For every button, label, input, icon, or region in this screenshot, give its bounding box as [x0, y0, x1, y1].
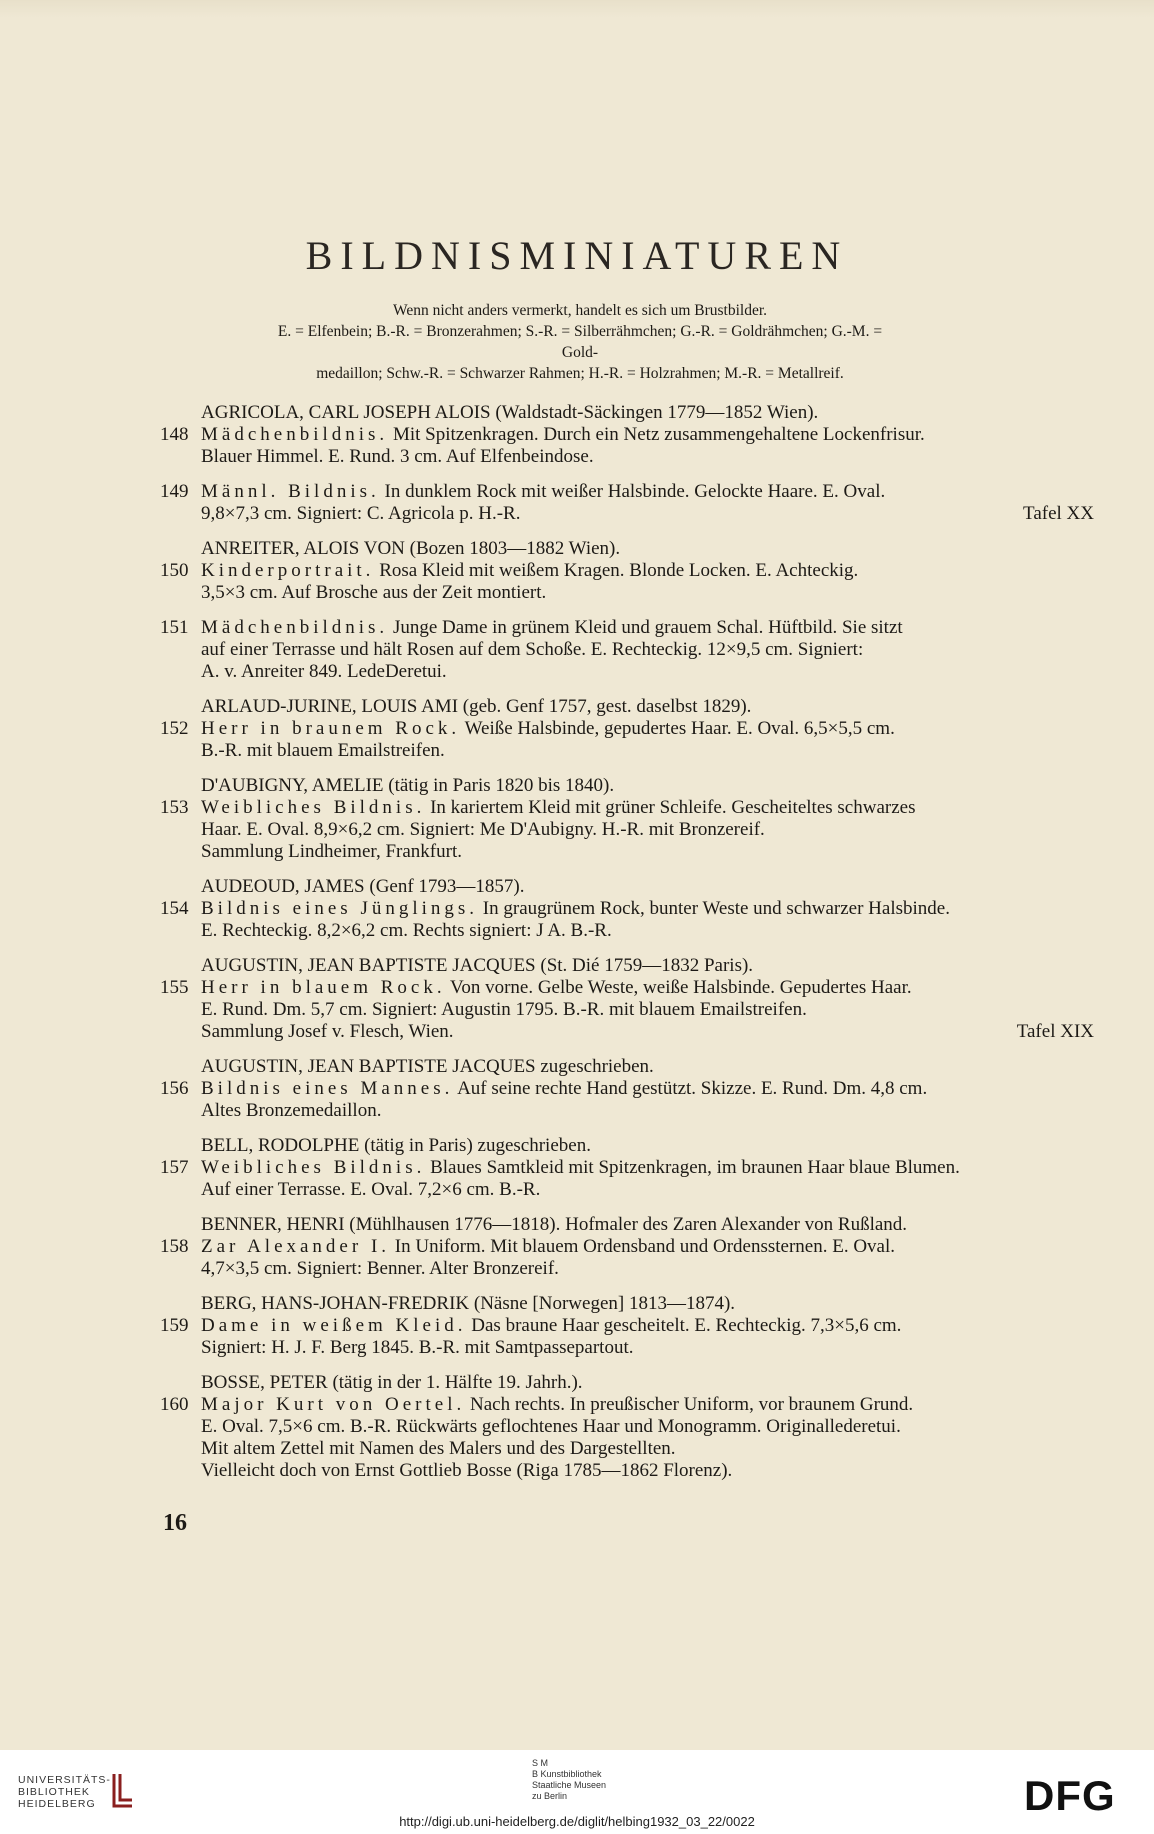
artist-heading: D'AUBIGNY, AMELIE (tätig in Paris 1820 bis 1840).	[201, 775, 615, 796]
entry-text: Signiert: H. J. F. Berg 1845. B.-R. mit Samtpassepartout.	[201, 1337, 634, 1358]
entry-title: Mädchenbildnis.	[201, 617, 389, 638]
entry-text: Blaues Samtkleid mit Spitzenkragen, im braunen Haar blaue Blumen.	[430, 1157, 960, 1178]
entry-text: Sammlung Josef v. Flesch, Wien.	[201, 1021, 454, 1042]
entry-text: Altes Bronzemedaillon.	[201, 1100, 382, 1121]
entry-text: Das braune Haar gescheitelt. E. Rechteckig. 7,3×5,6 cm.	[471, 1315, 902, 1336]
university-library-label	[18, 1774, 111, 1810]
page-number: 16	[163, 1510, 187, 1536]
entry-text: Sammlung Lindheimer, Frankfurt.	[201, 841, 462, 862]
entry-text: 4,7×3,5 cm. Signiert: Benner. Alter Bronzereif.	[201, 1258, 559, 1279]
artist-group	[160, 955, 1094, 1043]
source-url[interactable]: http://digi.ub.uni-heidelberg.de/diglit/helbing1932_03_22/0022	[399, 1814, 755, 1829]
entry-text: Weiße Halsbinde, gepudertes Haar. E. Oval. 6,5×5,5 cm.	[464, 718, 895, 739]
catalog-entry	[160, 797, 1094, 863]
lot-number: 151	[160, 617, 189, 638]
entry-text: Vielleicht doch von Ernst Gottlieb Bosse (Riga 1785—1862 Florenz).	[201, 1460, 733, 1481]
intro-line-2: E. = Elfenbein; B.-R. = Bronzerahmen; S.-R. = Silberrähmchen; G.-R. = Goldrähmchen; G.-M. = Gold-	[277, 323, 883, 361]
plate-reference: Tafel XX	[1023, 503, 1094, 524]
catalog-entry	[160, 1157, 1094, 1201]
artist-group	[160, 876, 1094, 942]
entry-text: Haar. E. Oval. 8,9×6,2 cm. Signiert: Me D'Aubigny. H.-R. mit Bronzereif.	[201, 819, 765, 840]
lot-number: 150	[160, 560, 189, 581]
artist-group	[160, 775, 1094, 863]
catalog-entry	[160, 560, 1094, 604]
kunstbibliothek-label	[532, 1758, 606, 1802]
artist-heading: AUGUSTIN, JEAN BAPTISTE JACQUES zugeschrieben.	[201, 1056, 654, 1077]
uni-line-3: HEIDELBERG	[18, 1798, 96, 1810]
lot-number: 155	[160, 977, 189, 998]
entry-text: In Uniform. Mit blauem Ordensband und Ordenssternen. E. Oval.	[394, 1236, 896, 1257]
dfg-logo: DFG	[1024, 1772, 1116, 1819]
intro-line-1: Wenn nicht anders vermerkt, handelt es sich um Brustbilder.	[392, 302, 768, 319]
entry-text: Blauer Himmel. E. Rund. 3 cm. Auf Elfenbeindose.	[201, 446, 594, 467]
digitization-footer	[0, 1750, 1154, 1834]
catalog-entry	[160, 1236, 1094, 1280]
plate-reference: Tafel XIX	[1016, 1021, 1094, 1042]
lot-number: 158	[160, 1236, 189, 1257]
kb-line-1: S M	[532, 1758, 549, 1768]
entry-text: Mit Spitzenkragen. Durch ein Netz zusammengehaltene Lockenfrisur.	[392, 424, 925, 445]
entry-text: Auf einer Terrasse. E. Oval. 7,2×6 cm. B.-R.	[201, 1179, 541, 1200]
entry-text: E. Rund. Dm. 5,7 cm. Signiert: Augustin 1795. B.-R. mit blauem Emailstreifen.	[201, 999, 807, 1020]
entry-text: 9,8×7,3 cm. Signiert: C. Agricola p. H.-R.	[201, 503, 521, 524]
lot-number: 154	[160, 898, 189, 919]
catalog-entry	[160, 898, 1094, 942]
lot-number: 149	[160, 481, 189, 502]
entry-title: Weibliches Bildnis.	[201, 1157, 426, 1178]
entry-text: In kariertem Kleid mit grüner Schleife. Gescheiteltes schwarzes	[430, 797, 916, 818]
uni-line-1: UNIVERSITÄTS-	[18, 1774, 111, 1786]
artist-heading: AUGUSTIN, JEAN BAPTISTE JACQUES (St. Dié 1759—1832 Paris).	[201, 955, 754, 976]
lot-number: 148	[160, 424, 189, 445]
uni-line-2: BIBLIOTHEK	[18, 1786, 90, 1798]
entry-title: Kinderportrait.	[201, 560, 375, 581]
artist-group	[160, 1056, 1094, 1122]
catalog-entry	[160, 1315, 1094, 1359]
entry-title: Bildnis eines Mannes.	[201, 1078, 454, 1099]
entry-text: Mit altem Zettel mit Namen des Malers und des Dargestellten.	[201, 1438, 676, 1459]
entry-title: Mädchenbildnis.	[201, 424, 389, 445]
catalog-entry	[160, 1394, 1094, 1482]
entry-text: In dunklem Rock mit weißer Halsbinde. Gelockte Haare. E. Oval.	[384, 481, 886, 502]
catalog-entry	[160, 1078, 1094, 1122]
entry-title: Weibliches Bildnis.	[201, 797, 426, 818]
artist-group	[160, 696, 1094, 762]
abbreviation-key	[260, 300, 900, 384]
entry-title: Dame in weißem Kleid.	[201, 1315, 467, 1336]
catalog-entry	[160, 617, 1094, 683]
catalog-entry	[160, 977, 1094, 1043]
artist-heading: BELL, RODOLPHE (tätig in Paris) zugeschrieben.	[201, 1135, 591, 1156]
entry-text: B.-R. mit blauem Emailstreifen.	[201, 740, 445, 761]
artist-heading: BOSSE, PETER (tätig in der 1. Hälfte 19. Jahrh.).	[201, 1372, 583, 1393]
artist-group	[160, 617, 1094, 683]
entry-text: 3,5×3 cm. Auf Brosche aus der Zeit montiert.	[201, 582, 547, 603]
entry-title: Zar Alexander I.	[201, 1236, 391, 1257]
artist-group	[160, 1135, 1094, 1201]
entry-text: In graugrünem Rock, bunter Weste und schwarzer Halsbinde.	[482, 898, 950, 919]
artist-group	[160, 1372, 1094, 1482]
artist-group	[160, 481, 1094, 525]
entry-title: Herr in blauem Rock.	[201, 977, 446, 998]
kb-line-2: B Kunstbibliothek	[532, 1769, 602, 1779]
entry-text: auf einer Terrasse und hält Rosen auf dem Schoße. E. Rechteckig. 12×9,5 cm. Signiert:	[201, 639, 864, 660]
lot-number: 153	[160, 797, 189, 818]
catalog-entry	[160, 424, 1094, 468]
catalog-entries	[160, 402, 1094, 1495]
artist-heading: ANREITER, ALOIS VON (Bozen 1803—1882 Wien).	[201, 538, 621, 559]
entry-text: Junge Dame in grünem Kleid und grauem Schal. Hüftbild. Sie sitzt	[392, 617, 903, 638]
entry-title: Männl. Bildnis.	[201, 481, 380, 502]
artist-heading: AGRICOLA, CARL JOSEPH ALOIS (Waldstadt-Säckingen 1779—1852 Wien).	[201, 402, 819, 423]
artist-group	[160, 402, 1094, 468]
entry-text: Nach rechts. In preußischer Uniform, vor braunem Grund.	[469, 1394, 914, 1415]
intro-line-3: medaillon; Schw.-R. = Schwarzer Rahmen; H.-R. = Holzrahmen; M.-R. = Metallreif.	[316, 365, 844, 382]
page-edge-shadow	[0, 0, 1154, 18]
lot-number: 159	[160, 1315, 189, 1336]
artist-heading: AUDEOUD, JAMES (Genf 1793—1857).	[201, 876, 525, 897]
artist-group	[160, 538, 1094, 604]
lot-number: 160	[160, 1394, 189, 1415]
entry-text: A. v. Anreiter 849. LedeDeretui.	[201, 661, 447, 682]
artist-group	[160, 1293, 1094, 1359]
artist-heading: BENNER, HENRI (Mühlhausen 1776—1818). Hofmaler des Zaren Alexander von Rußland.	[201, 1214, 908, 1235]
university-logo-icon	[108, 1770, 138, 1810]
artist-group	[160, 1214, 1094, 1280]
lot-number: 156	[160, 1078, 189, 1099]
entry-text: E. Rechteckig. 8,2×6,2 cm. Rechts signiert: J A. B.-R.	[201, 920, 612, 941]
entry-title: Bildnis eines Jünglings.	[201, 898, 479, 919]
entry-title: Herr in braunem Rock.	[201, 718, 461, 739]
entry-title: Major Kurt von Oertel.	[201, 1394, 466, 1415]
entry-text: Auf seine rechte Hand gestützt. Skizze. E. Rund. Dm. 4,8 cm.	[457, 1078, 928, 1099]
lot-number: 152	[160, 718, 189, 739]
entry-text: E. Oval. 7,5×6 cm. B.-R. Rückwärts geflochtenes Haar und Monogramm. Originallederetui.	[201, 1416, 901, 1437]
lot-number: 157	[160, 1157, 189, 1178]
kb-line-4: zu Berlin	[532, 1791, 568, 1801]
catalog-entry	[160, 481, 1094, 525]
page-title: BILDNISMINIATUREN	[305, 233, 849, 278]
artist-heading: ARLAUD-JURINE, LOUIS AMI (geb. Genf 1757, gest. daselbst 1829).	[201, 696, 752, 717]
artist-heading: BERG, HANS-JOHAN-FREDRIK (Näsne [Norwegen] 1813—1874).	[201, 1293, 736, 1314]
kb-line-3: Staatliche Museen	[532, 1780, 607, 1790]
catalog-entry	[160, 718, 1094, 762]
entry-text: Von vorne. Gelbe Weste, weiße Halsbinde. Gepudertes Haar.	[450, 977, 912, 998]
entry-text: Rosa Kleid mit weißem Kragen. Blonde Locken. E. Achteckig.	[379, 560, 859, 581]
